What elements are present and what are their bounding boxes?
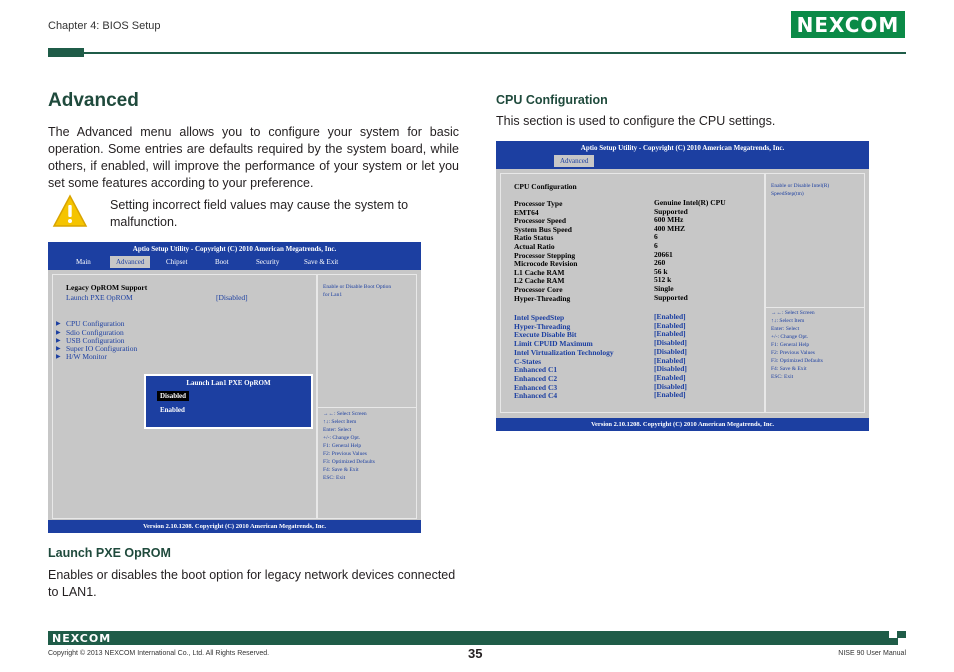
launch-pxe-description: Enables or disables the boot option for legacy network devices connected to LAN1.	[48, 568, 456, 599]
key-legend	[771, 309, 823, 381]
warning-text: Setting incorrect field values may cause the system to malfunction.	[110, 198, 409, 229]
key-hint: ESC: Exit	[323, 475, 346, 481]
cpu-info-value: 20661	[654, 249, 673, 259]
cpu-setting-label[interactable]: C-States	[514, 356, 542, 366]
submenu-super-io-configuration[interactable]: Super IO Configuration	[66, 344, 138, 353]
submenu-cpu-configuration[interactable]: CPU Configuration	[66, 319, 125, 328]
manual-name: NISE 90 User Manual	[838, 650, 906, 657]
key-hint: F1: General Help	[323, 443, 362, 449]
bios-menu-chipset[interactable]: Chipset	[166, 258, 188, 266]
submenu-arrow-icon: ▶	[56, 321, 61, 327]
legacy-oprom-heading: Legacy OpROM Support	[66, 283, 148, 292]
cpu-setting-value[interactable]: [Disabled]	[654, 364, 687, 374]
key-hint: ↑↓: Select Item	[771, 318, 805, 324]
cpu-info-label: Processor Core	[514, 285, 563, 294]
key-hint: Enter: Select	[771, 326, 800, 332]
key-hint: +/-: Change Opt.	[771, 334, 809, 340]
bios-menu-boot[interactable]: Boot	[215, 258, 229, 266]
key-legend	[323, 410, 375, 482]
cpu-info-value: 6	[654, 232, 658, 242]
submenu-arrow-icon: ▶	[56, 330, 61, 336]
submenu-arrow-icon: ▶	[56, 346, 61, 352]
cpu-info-label: EMT64	[514, 207, 539, 217]
cpu-setting-label[interactable]: Enhanced C4	[514, 391, 558, 401]
cpu-info-value: 260	[654, 258, 666, 268]
cpu-setting-label[interactable]: Hyper-Threading	[514, 321, 571, 331]
submenu-usb-configuration[interactable]: USB Configuration	[66, 336, 125, 345]
help-description	[771, 182, 829, 198]
cpu-setting-label[interactable]: Limit CPUID Maximum	[514, 339, 593, 349]
cpu-setting-value[interactable]: [Disabled]	[654, 381, 687, 391]
page-number: 35	[468, 646, 483, 661]
bios-title-bar: Aptio Setup Utility - Copyright (C) 2010 American Megatrends, Inc.	[496, 141, 869, 155]
popup-title: Launch Lan1 PXE OpROM	[186, 379, 271, 387]
launch-pxe-value[interactable]: [Disabled]	[216, 293, 248, 302]
key-hint: F1: General Help	[771, 342, 810, 348]
cpu-info-label: Microcode Revision	[514, 259, 578, 269]
help-line: for Lan1	[323, 292, 343, 298]
cpu-info-label: Processor Speed	[514, 216, 567, 226]
bios-title-bar: Aptio Setup Utility - Copyright (C) 2010 American Megatrends, Inc.	[48, 242, 421, 256]
bios-menu-advanced[interactable]: Advanced	[110, 256, 150, 268]
popup-option-enabled[interactable]: Enabled	[160, 406, 185, 414]
cpu-info-value: 56 k	[654, 266, 668, 276]
cpu-info-label: Actual Ratio	[514, 242, 555, 251]
launch-pxe-heading: Launch PXE OpROM	[48, 546, 171, 560]
cpu-info-label: L2 Cache RAM	[514, 276, 565, 286]
cpu-info-value: Genuine Intel(R) CPU	[654, 198, 726, 207]
bios-menu-security[interactable]: Security	[256, 258, 280, 266]
nexcom-logo	[791, 11, 905, 38]
cpu-info-label: Ratio Status	[514, 233, 554, 243]
key-hint: ESC: Exit	[771, 374, 794, 380]
key-hint: +/-: Change Opt.	[323, 435, 361, 441]
cpu-config-title: CPU Configuration	[514, 182, 577, 191]
key-hint: F3: Optimized Defaults	[323, 459, 375, 465]
cpu-setting-value[interactable]: [Enabled]	[654, 312, 686, 321]
submenu-arrow-icon: ▶	[56, 354, 61, 360]
cpu-info-label: Processor Type	[514, 199, 563, 208]
cpu-config-heading: CPU Configuration	[496, 93, 608, 107]
bios-version-bar: Version 2.10.1208. Copyright (C) 2010 American Megatrends, Inc.	[48, 520, 421, 533]
help-line: Enable or Disable Intel(R)	[771, 183, 830, 189]
popup-option-disabled[interactable]: Disabled	[157, 391, 189, 401]
key-hint: F3: Optimized Defaults	[771, 358, 823, 364]
cpu-info-value: Supported	[654, 292, 688, 302]
key-hint: →←: Select Screen	[771, 310, 815, 316]
cpu-setting-value[interactable]: [Disabled]	[654, 338, 687, 348]
cpu-info-value: 600 MHz	[654, 215, 684, 225]
cpu-setting-label[interactable]: Execute Disable Bit	[514, 330, 577, 340]
key-hint: ↑↓: Select Item	[323, 419, 357, 425]
logo-text: NEXCOM	[796, 12, 900, 37]
cpu-setting-value[interactable]: [Enabled]	[654, 372, 686, 382]
submenu-sdio-configuration[interactable]: Sdio Configuration	[66, 328, 124, 337]
header-rule	[48, 52, 906, 54]
key-hint: F2: Previous Values	[323, 451, 367, 457]
cpu-setting-label[interactable]: Enhanced C1	[514, 365, 558, 375]
cpu-setting-label[interactable]: Enhanced C2	[514, 373, 558, 383]
bios-screen-cpu-configuration	[496, 141, 869, 431]
cpu-setting-label[interactable]: Enhanced C3	[514, 382, 558, 392]
copyright-text: Copyright © 2013 NEXCOM International Co., Ltd. All Rights Reserved.	[48, 650, 270, 657]
cpu-setting-value[interactable]: [Enabled]	[654, 329, 686, 339]
bios-menu-save-exit[interactable]: Save & Exit	[304, 258, 339, 266]
cpu-setting-value[interactable]: [Enabled]	[654, 390, 686, 400]
cpu-info-value: 400 MHZ	[654, 223, 686, 233]
warning-icon	[52, 194, 88, 228]
cpu-info-label: Hyper-Threading	[514, 293, 571, 303]
bios-screen-advanced	[48, 242, 421, 533]
bios-help-divider	[765, 307, 865, 308]
cpu-setting-value[interactable]: [Enabled]	[654, 320, 686, 330]
key-hint: F2: Previous Values	[771, 350, 815, 356]
cpu-info-value: Single	[654, 284, 674, 293]
launch-pxe-popup[interactable]	[144, 374, 313, 429]
bios-help-panel	[317, 274, 417, 519]
key-hint: Enter: Select	[323, 427, 352, 433]
help-line: Enable or Disable Boot Option	[323, 284, 392, 290]
cpu-info-label: Processor Stepping	[514, 250, 576, 260]
key-hint: F4: Save & Exit	[323, 467, 359, 473]
cpu-config-description: This section is used to configure the CPU settings.	[496, 114, 776, 128]
bios-menu-main[interactable]: Main	[76, 258, 91, 266]
bios-menu-bar	[48, 256, 421, 270]
bios-menu-bar	[496, 155, 869, 169]
bios-menu-advanced[interactable]: Advanced	[554, 155, 594, 167]
cpu-setting-label[interactable]: Intel SpeedStep	[514, 313, 565, 322]
cpu-info-label: L1 Cache RAM	[514, 267, 565, 277]
help-line: SpeedStep(tm)	[771, 191, 804, 197]
cpu-setting-value[interactable]: [Disabled]	[654, 346, 687, 356]
key-hint: F4: Save & Exit	[771, 366, 807, 372]
launch-pxe-label[interactable]: Launch PXE OpROM	[66, 293, 133, 302]
cpu-info-value: 512 k	[654, 275, 672, 285]
intro-paragraph: The Advanced menu allows you to configure your system for basic operation. Some entries are defaults required by the system board, while others, if enabled, will improve the performance of your system or let you set some features according to your preference.	[48, 125, 459, 190]
submenu-hw-monitor[interactable]: H/W Monitor	[66, 352, 107, 361]
footer-squares-icon	[889, 631, 906, 645]
footer-logo: NEXCOM	[52, 632, 112, 645]
bios-help-divider	[317, 407, 417, 408]
page-title: Advanced	[48, 90, 139, 111]
key-hint: →←: Select Screen	[323, 411, 367, 417]
cpu-info-value: 6	[654, 241, 658, 250]
footer-bar	[48, 631, 906, 645]
chapter-label: Chapter 4: BIOS Setup	[48, 20, 161, 32]
header-tab	[48, 48, 84, 57]
submenu-arrow-icon: ▶	[56, 338, 61, 344]
cpu-setting-label[interactable]: Intel Virtualization Technology	[514, 347, 614, 357]
cpu-info-label: System Bus Speed	[514, 224, 572, 234]
help-description	[323, 283, 391, 299]
bios-version-bar: Version 2.10.1208. Copyright (C) 2010 American Megatrends, Inc.	[496, 418, 869, 431]
cpu-info-value: Supported	[654, 206, 688, 216]
cpu-setting-value[interactable]: [Enabled]	[654, 355, 686, 365]
